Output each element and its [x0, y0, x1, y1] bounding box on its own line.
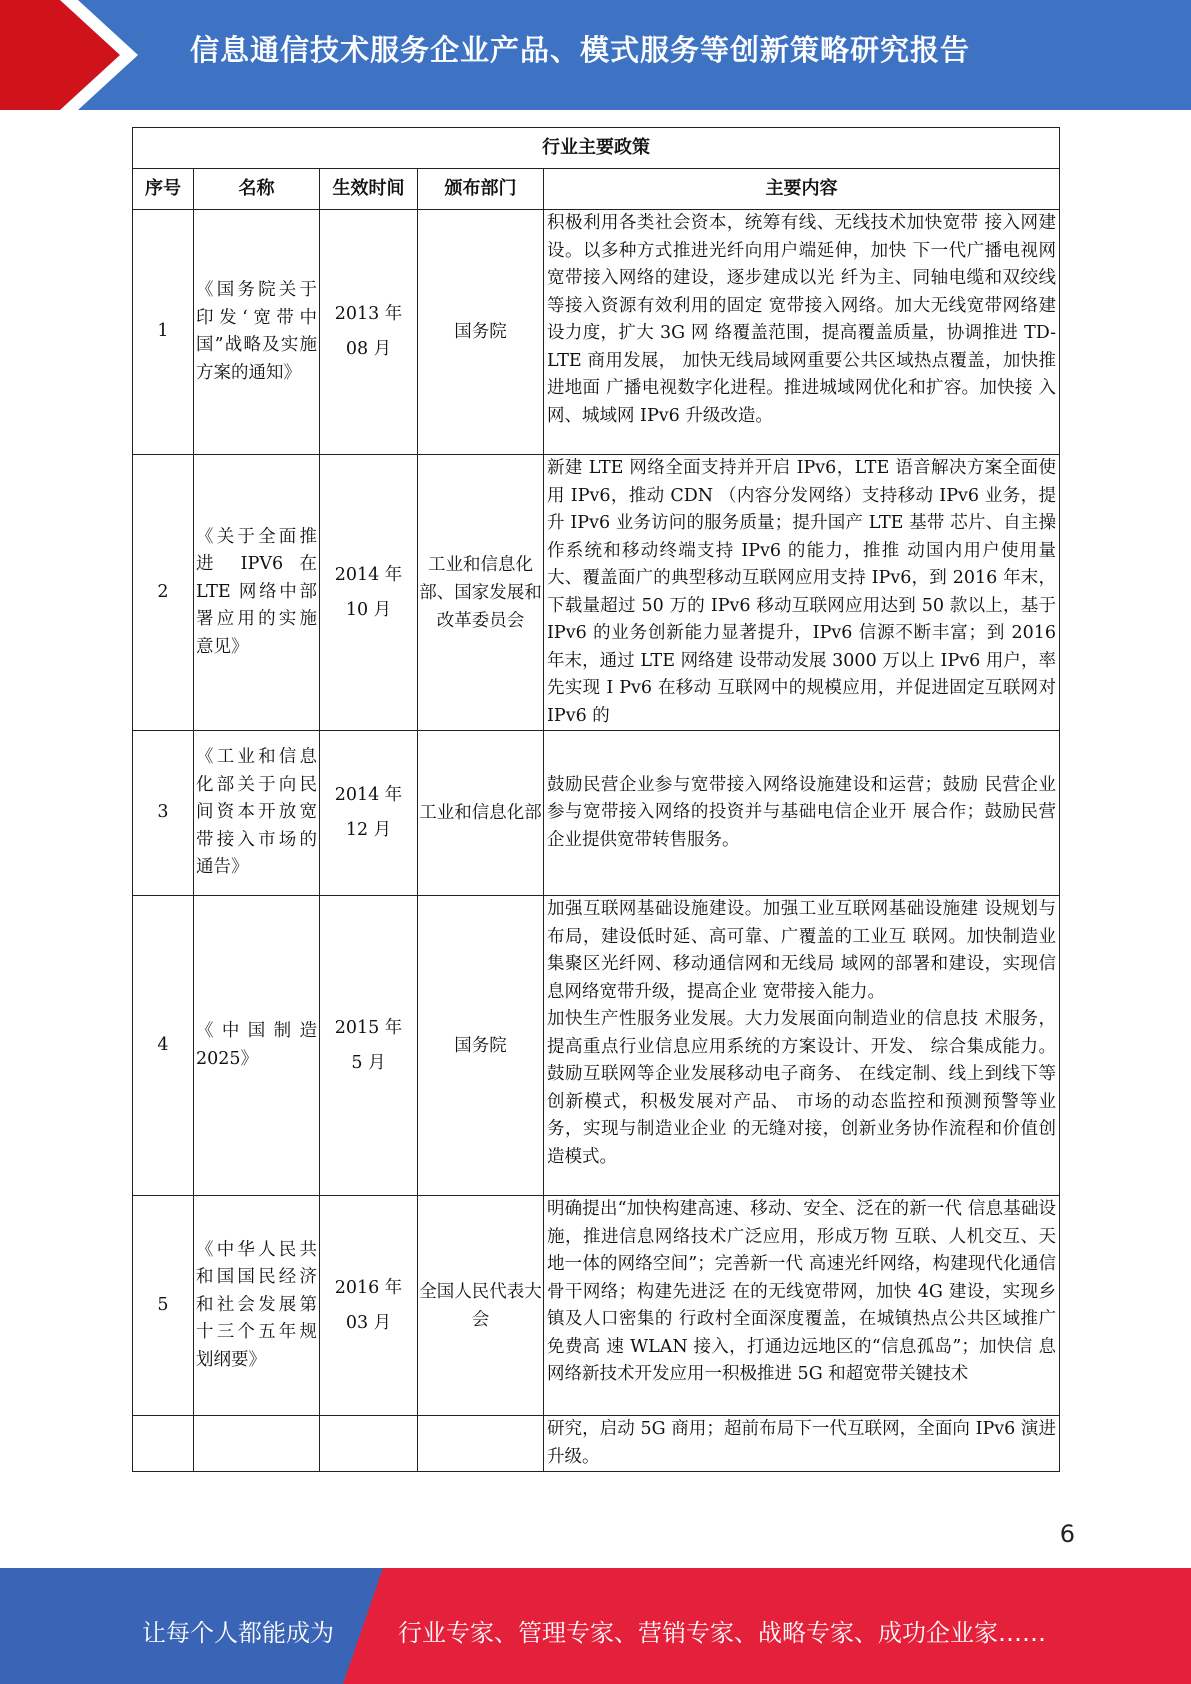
effective-date: [320, 731, 418, 896]
date-year: 2014 年: [334, 564, 403, 585]
issuing-department: 国务院: [418, 210, 544, 455]
content-paragraph: 鼓励民营企业参与宽带接入网络设施建设和运营；鼓励 民营企业参与宽带接入网络的投资并与基础电信企业开 展合作；鼓励民营企业提供宽带转售服务。: [547, 774, 1057, 850]
table-row: [133, 1196, 1060, 1416]
effective-date: [320, 210, 418, 455]
row-index: 2: [133, 455, 194, 731]
main-content: [544, 896, 1060, 1196]
issuing-department: 工业和信息化部: [418, 731, 544, 896]
date-year: 2015 年: [334, 1017, 403, 1038]
date-month: 12 月: [345, 820, 392, 840]
main-content: [544, 1416, 1060, 1472]
row-index: 4: [133, 896, 194, 1196]
date-year: 2014 年: [334, 785, 403, 805]
column-header-date: 生效时间: [320, 169, 418, 210]
issuing-department: 国务院: [418, 896, 544, 1196]
table-caption: 行业主要政策: [133, 128, 1060, 169]
effective-date: [320, 1416, 418, 1472]
date-year: 2016 年: [334, 1277, 403, 1298]
content-paragraph: 积极利用各类社会资本，统筹有线、无线技术加快宽带 接入网建设。以多种方式推进光纤向用户端延伸，加快 下一代广播电视网宽带接入网络的建设，逐步建成以光 纤为主、同轴电缆和双绞线等接入资源有效利用的固定 宽带接入网络。加大无线宽带网络建设力度，扩大 3G 网 络覆盖范围，提高覆盖质量，协调推进 TD-LTE 商用发展， 加快无线局域网重要公共区域热点覆盖，加快推进地面 广播电视数字化进程。推进城域网优化和扩容。加快接 入网、城域网 IPv6 升级改造。: [547, 213, 1057, 426]
content-paragraph: 加强互联网基础设施建设。加强工业互联网基础设施建 设规划与布局，建设低时延、高可靠、广覆盖的工业互 联网。加快制造业集聚区光纤网、移动通信网和无线局 域网的部署和建设，实现信息网络宽带升级，提高企业 宽带接入能力。: [547, 899, 1057, 1002]
policy-name: [194, 1416, 320, 1472]
header-arrow-decoration: [0, 0, 150, 110]
report-title: 信息通信技术服务企业产品、模式服务等创新策略研究报告: [190, 33, 971, 67]
main-content: [544, 731, 1060, 896]
column-header-content: 主要内容: [544, 169, 1060, 210]
table-row-continuation: [133, 1416, 1060, 1472]
footer-slogan-left: 让每个人都能成为: [142, 1619, 334, 1647]
policy-name: 《国务院关于印发‘宽带中国”战略及实施方案的通知》: [194, 210, 320, 455]
column-header-index: 序号: [133, 169, 194, 210]
effective-date: [320, 455, 418, 731]
row-index: 5: [133, 1196, 194, 1416]
row-index: 1: [133, 210, 194, 455]
row-index: [133, 1416, 194, 1472]
date-month: 08 月: [345, 339, 392, 359]
policy-name: 《中华人民共和国国民经济和社会发展第十三个五年规划纲要》: [194, 1196, 320, 1416]
column-header-name: 名称: [194, 169, 320, 210]
content-paragraph: 明确提出“加快构建高速、移动、安全、泛在的新一代 信息基础设施，推进信息网络技术广泛应用，形成万物 互联、人机交互、天地一体的网络空间”；完善新一代 高速光纤网络，构建现代化通信骨干网络；构建先进泛 在的无线宽带网，加快 4G 建设，实现乡镇及人口密集的 行政村全面深度覆盖，在城镇热点公共区域推广免费高 速 WLAN 接入，打通边远地区的“信息孤岛”；加快信 息网络新技术开发应用一积极推进 5G 和超宽带关键技术: [547, 1199, 1057, 1384]
content-paragraph: 研究，启动 5G 商用；超前布局下一代互联网，全面向 IPv6 演进升级。: [547, 1419, 1057, 1467]
table-header-row: [133, 169, 1060, 210]
table-row: [133, 455, 1060, 731]
issuing-department: 工业和信息化部、国家发展和改革委员会: [418, 455, 544, 731]
effective-date: [320, 1196, 418, 1416]
date-year: 2013 年: [334, 304, 403, 324]
main-content: [544, 1196, 1060, 1416]
table-row: [133, 896, 1060, 1196]
page-header: [0, 0, 1191, 110]
main-content: [544, 210, 1060, 455]
column-header-department: 颁布部门: [418, 169, 544, 210]
issuing-department: 全国人民代表大会: [418, 1196, 544, 1416]
footer-slogan-right: 行业专家、管理专家、营销专家、战略专家、成功企业家……: [398, 1619, 1046, 1647]
table-row: [133, 210, 1060, 455]
page-number: 6: [1059, 1520, 1075, 1548]
policy-name: 《关于全面推进 IPV6 在 LTE 网络中部署应用的实施意见》: [194, 455, 320, 731]
effective-date: [320, 896, 418, 1196]
policy-table: [132, 127, 1060, 1472]
content-paragraph: 新建 LTE 网络全面支持并开启 IPv6，LTE 语音解决方案全面使用 IPv6，推动 CDN （内容分发网络）支持移动 IPv6 业务，提升 IPv6 业务访问的服务质量；提升国产 LTE 基带 芯片、自主操作系统和移动终端支持 IPv6 的能力，推推 动国内用户使用量大、覆盖面广的典型移动互联网应用支持 IPv6，到 2016 年末，下载量超过 50 万的 IPv6 移动互联网应用达到 50 款以上，基于 IPv6 的业务创新能力显著提升，IPv6 信源不断丰富；到 2016 年末，通过 LTE 网络建 设带动发展 3000 万以上 IPv6 用户，率先实现 I Pv6 在移动 互联网中的规模应用，并促进固定互联网对 IPv6 的: [547, 458, 1057, 726]
date-month: 5 月: [351, 1052, 386, 1073]
table-caption-row: [133, 128, 1060, 169]
issuing-department: [418, 1416, 544, 1472]
policy-name: 《工业和信息化部关于向民间资本开放宽带接入市场的 通告》: [194, 731, 320, 896]
main-content: [544, 455, 1060, 731]
table-row: [133, 731, 1060, 896]
policy-name: 《中国制造 2025》: [194, 896, 320, 1196]
page-footer: [0, 1568, 1191, 1684]
row-index: 3: [133, 731, 194, 896]
content-paragraph: 加快生产性服务业发展。大力发展面向制造业的信息技 术服务，提高重点行业信息应用系统的方案设计、开发、 综合集成能力。鼓励互联网等企业发展移动电子商务、 在线定制、线上到线下等创新模式，积极发展对产品、 市场的动态监控和预测预警等业务，实现与制造业企业 的无缝对接，创新业务协作流程和价值创造模式。: [547, 1009, 1057, 1167]
date-month: 03 月: [345, 1312, 392, 1333]
date-month: 10 月: [345, 599, 392, 620]
